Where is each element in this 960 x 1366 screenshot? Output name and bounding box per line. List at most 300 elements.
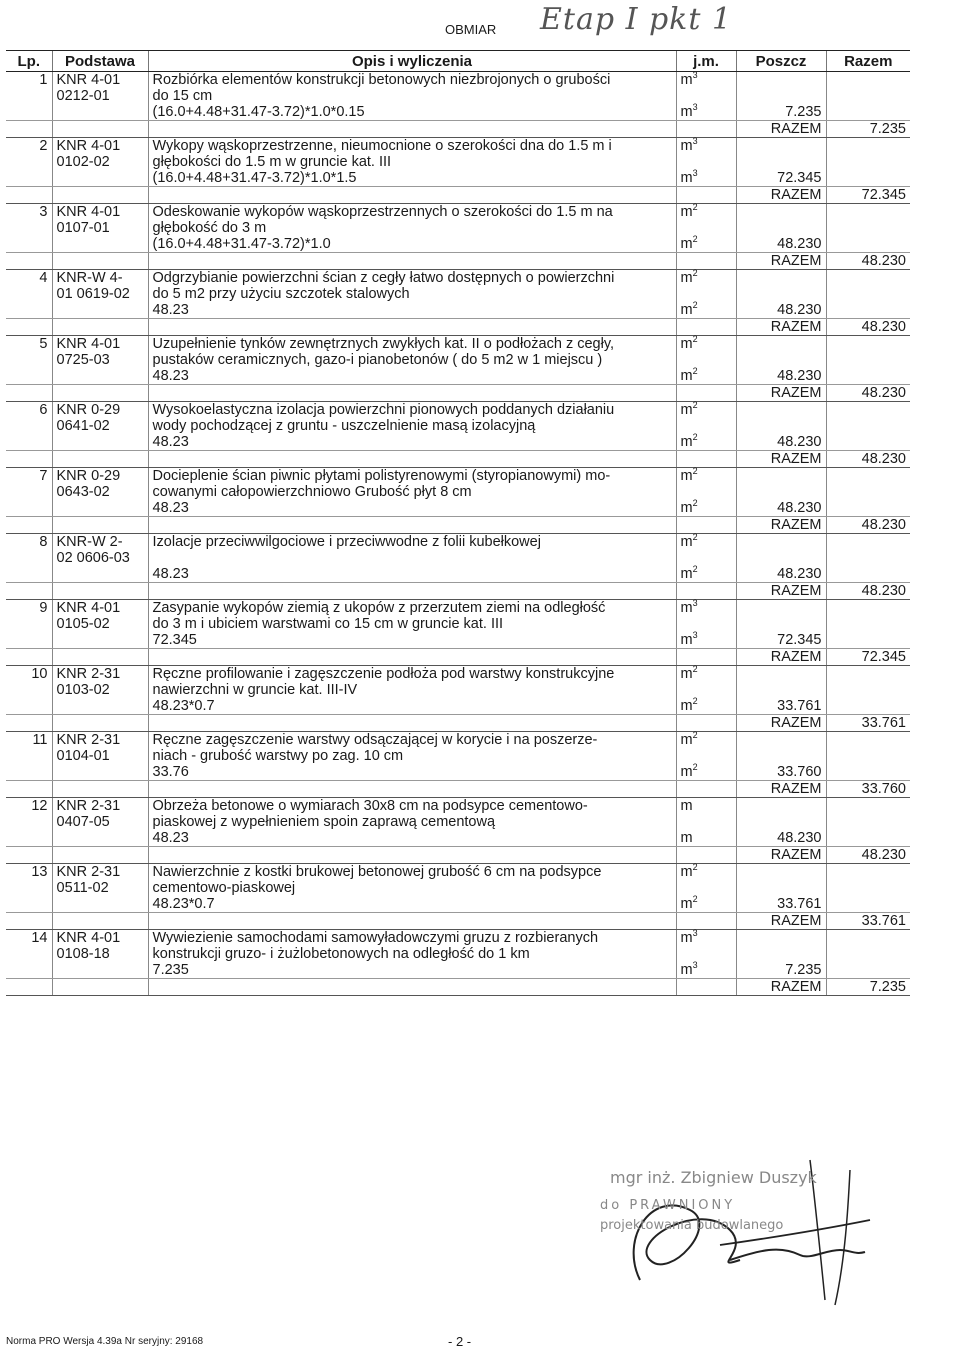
description-cell bbox=[148, 550, 676, 566]
lp-cell bbox=[6, 682, 52, 698]
lp-cell bbox=[6, 302, 52, 319]
calculation-cell: (16.0+4.48+31.47-3.72)*1.0 bbox=[148, 236, 676, 253]
unit-cell bbox=[676, 732, 736, 749]
basis-cell: KNR 4-01 bbox=[52, 204, 148, 221]
unit-exponent: 2 bbox=[692, 234, 698, 245]
description-cell: Zasypanie wykopów ziemią z ukopów z przerzutem ziemi na odległość bbox=[148, 600, 676, 617]
razem-value: 48.230 bbox=[826, 451, 910, 468]
description-cell: cowanymi całopowierzchniowo Grubość płyt 8 cm bbox=[148, 484, 676, 500]
table-row bbox=[6, 220, 910, 236]
table-row bbox=[6, 715, 910, 732]
unit-exponent: 2 bbox=[692, 268, 698, 279]
lp-cell bbox=[6, 418, 52, 434]
description-cell bbox=[148, 319, 676, 336]
basis-cell bbox=[52, 104, 148, 121]
lp-cell bbox=[6, 220, 52, 236]
poszcz-cell bbox=[736, 220, 826, 236]
unit-exponent: 2 bbox=[692, 366, 698, 377]
unit-base: m bbox=[680, 600, 693, 616]
unit-base: m bbox=[680, 666, 693, 682]
lp-cell bbox=[6, 434, 52, 451]
unit-base: m bbox=[680, 896, 693, 912]
description-cell bbox=[148, 979, 676, 996]
unit-base: m bbox=[680, 236, 693, 252]
razem-label: RAZEM bbox=[736, 319, 826, 336]
poszcz-cell bbox=[736, 402, 826, 419]
unit-cell bbox=[676, 352, 736, 368]
calculation-cell: (16.0+4.48+31.47-3.72)*1.0*0.15 bbox=[148, 104, 676, 121]
unit-cell bbox=[676, 253, 736, 270]
razem-cell bbox=[826, 962, 910, 979]
lp-cell bbox=[6, 154, 52, 170]
lp-cell: 6 bbox=[39, 402, 48, 418]
lp-cell: 9 bbox=[39, 600, 48, 616]
unit-cell bbox=[676, 319, 736, 336]
table-row bbox=[6, 798, 910, 815]
description-cell bbox=[148, 187, 676, 204]
lp-cell bbox=[6, 632, 52, 649]
description-cell: Nawierzchnie z kostki brukowej betonowej grubość 6 cm na podsypce bbox=[148, 864, 676, 881]
unit-cell bbox=[676, 847, 736, 864]
table-row bbox=[6, 550, 910, 566]
unit-cell bbox=[676, 187, 736, 204]
table-row bbox=[6, 732, 910, 749]
unit-cell bbox=[676, 385, 736, 402]
basis-cell: KNR-W 4- bbox=[52, 270, 148, 287]
table-row bbox=[6, 187, 910, 204]
table-row bbox=[6, 632, 910, 649]
calculation-cell: (16.0+4.48+31.47-3.72)*1.0*1.5 bbox=[148, 170, 676, 187]
calculation-cell: 48.23*0.7 bbox=[148, 896, 676, 913]
razem-value: 72.345 bbox=[826, 187, 910, 204]
basis-cell: 0643-02 bbox=[52, 484, 148, 500]
calculation-cell: 48.23 bbox=[148, 830, 676, 847]
calculation-cell: 48.23 bbox=[148, 500, 676, 517]
unit-base: m bbox=[680, 368, 693, 384]
lp-cell: 7 bbox=[39, 468, 48, 484]
lp-cell bbox=[6, 913, 52, 930]
poszcz-cell bbox=[736, 930, 826, 947]
razem-cell bbox=[826, 236, 910, 253]
poszcz-value: 72.345 bbox=[736, 632, 826, 649]
basis-cell bbox=[52, 979, 148, 996]
description-cell: piaskowej z wypełnieniem spoin zaprawą cementową bbox=[148, 814, 676, 830]
calculation-cell: 72.345 bbox=[148, 632, 676, 649]
razem-label: RAZEM bbox=[736, 583, 826, 600]
unit-exponent: 2 bbox=[692, 400, 698, 411]
razem-cell bbox=[826, 402, 910, 419]
description-cell bbox=[148, 517, 676, 534]
lp-cell bbox=[6, 946, 52, 962]
unit-cell bbox=[676, 930, 736, 947]
lp-cell bbox=[6, 566, 52, 583]
lp-cell bbox=[6, 368, 52, 385]
poszcz-value: 48.230 bbox=[736, 236, 826, 253]
unit-base: m bbox=[680, 764, 693, 780]
table-row bbox=[6, 286, 910, 302]
razem-cell bbox=[826, 698, 910, 715]
unit-exponent: 2 bbox=[692, 300, 698, 311]
razem-cell bbox=[826, 302, 910, 319]
unit-cell bbox=[676, 154, 736, 170]
poszcz-value: 33.761 bbox=[736, 698, 826, 715]
table-row bbox=[6, 962, 910, 979]
description-cell: wody pochodzącej z gruntu - uszczelnienie masą izolacyjną bbox=[148, 418, 676, 434]
table-row bbox=[6, 104, 910, 121]
table-row bbox=[6, 830, 910, 847]
unit-base: m bbox=[680, 434, 693, 450]
basis-cell bbox=[52, 319, 148, 336]
unit-base: m bbox=[680, 534, 693, 550]
unit-base: m bbox=[680, 864, 693, 880]
lp-cell bbox=[6, 121, 52, 138]
description-cell: Ręczne zagęszczenie warstwy odsączającej w korycie i na poszerze- bbox=[148, 732, 676, 749]
razem-cell bbox=[826, 138, 910, 155]
col-header-poszcz: Poszcz bbox=[736, 51, 826, 72]
table-row bbox=[6, 880, 910, 896]
poszcz-cell bbox=[736, 682, 826, 698]
basis-cell bbox=[52, 896, 148, 913]
lp-cell bbox=[6, 253, 52, 270]
razem-cell bbox=[826, 286, 910, 302]
poszcz-cell bbox=[736, 468, 826, 485]
razem-cell bbox=[826, 666, 910, 683]
description-cell bbox=[148, 253, 676, 270]
poszcz-cell bbox=[736, 880, 826, 896]
basis-cell bbox=[52, 913, 148, 930]
table-row bbox=[6, 583, 910, 600]
unit-base: m bbox=[680, 930, 693, 946]
lp-cell bbox=[6, 896, 52, 913]
table-row bbox=[6, 270, 910, 287]
unit-base: m bbox=[680, 830, 693, 846]
basis-cell bbox=[52, 187, 148, 204]
basis-cell: 0108-18 bbox=[52, 946, 148, 962]
calculation-cell: 48.23 bbox=[148, 302, 676, 319]
basis-cell: 0102-02 bbox=[52, 154, 148, 170]
razem-cell bbox=[826, 104, 910, 121]
basis-cell bbox=[52, 368, 148, 385]
razem-label: RAZEM bbox=[736, 979, 826, 996]
unit-base: m bbox=[680, 500, 693, 516]
razem-cell bbox=[826, 170, 910, 187]
poszcz-cell bbox=[736, 732, 826, 749]
basis-cell bbox=[52, 517, 148, 534]
description-cell: nawierzchni w gruncie kat. III-IV bbox=[148, 682, 676, 698]
table-row bbox=[6, 368, 910, 385]
basis-cell: KNR 4-01 bbox=[52, 72, 148, 89]
stamp-line-3: projektowania budowlanego bbox=[600, 1218, 784, 1233]
unit-cell bbox=[676, 583, 736, 600]
lp-cell: 12 bbox=[31, 798, 48, 814]
razem-cell bbox=[826, 814, 910, 830]
razem-cell bbox=[826, 204, 910, 221]
razem-label: RAZEM bbox=[736, 517, 826, 534]
basis-cell bbox=[52, 649, 148, 666]
lp-cell bbox=[6, 517, 52, 534]
razem-cell bbox=[826, 336, 910, 353]
table-row bbox=[6, 236, 910, 253]
unit-cell bbox=[676, 764, 736, 781]
poszcz-cell bbox=[736, 204, 826, 221]
unit-cell bbox=[676, 566, 736, 583]
razem-cell bbox=[826, 270, 910, 287]
poszcz-cell bbox=[736, 814, 826, 830]
lp-cell bbox=[6, 236, 52, 253]
lp-cell: 4 bbox=[39, 270, 48, 286]
basis-cell: 0212-01 bbox=[52, 88, 148, 104]
description-cell: Wysokoelastyczna izolacja powierzchni pionowych poddanych działaniu bbox=[148, 402, 676, 419]
table-row bbox=[6, 204, 910, 221]
basis-cell bbox=[52, 451, 148, 468]
unit-cell bbox=[676, 138, 736, 155]
unit-exponent: 2 bbox=[692, 432, 698, 443]
lp-cell bbox=[6, 500, 52, 517]
lp-cell bbox=[6, 451, 52, 468]
unit-cell bbox=[676, 451, 736, 468]
basis-cell: KNR 4-01 bbox=[52, 600, 148, 617]
poszcz-cell bbox=[736, 534, 826, 551]
table-row bbox=[6, 764, 910, 781]
unit-exponent: 3 bbox=[692, 70, 698, 81]
razem-label: RAZEM bbox=[736, 649, 826, 666]
basis-cell bbox=[52, 781, 148, 798]
poszcz-cell bbox=[736, 286, 826, 302]
razem-value: 48.230 bbox=[826, 253, 910, 270]
razem-label: RAZEM bbox=[736, 715, 826, 732]
table-row bbox=[6, 500, 910, 517]
razem-value: 7.235 bbox=[826, 121, 910, 138]
description-cell bbox=[148, 913, 676, 930]
unit-base: m bbox=[680, 632, 693, 648]
unit-cell bbox=[676, 434, 736, 451]
poszcz-cell bbox=[736, 864, 826, 881]
poszcz-cell bbox=[736, 616, 826, 632]
description-cell: Wywiezienie samochodami samowyładowczymi gruzu z rozbieranych bbox=[148, 930, 676, 947]
unit-cell bbox=[676, 336, 736, 353]
razem-cell bbox=[826, 484, 910, 500]
table-row bbox=[6, 468, 910, 485]
lp-cell bbox=[6, 385, 52, 402]
razem-cell bbox=[826, 896, 910, 913]
calculation-cell: 48.23*0.7 bbox=[148, 698, 676, 715]
basis-cell: 0107-01 bbox=[52, 220, 148, 236]
razem-value: 48.230 bbox=[826, 583, 910, 600]
unit-base: m bbox=[680, 204, 693, 220]
table-row bbox=[6, 566, 910, 583]
lp-cell bbox=[6, 616, 52, 632]
poszcz-cell bbox=[736, 336, 826, 353]
basis-cell: 0725-03 bbox=[52, 352, 148, 368]
unit-cell bbox=[676, 830, 736, 847]
poszcz-value: 33.761 bbox=[736, 896, 826, 913]
unit-exponent: 3 bbox=[692, 136, 698, 147]
unit-exponent: 2 bbox=[692, 664, 698, 675]
razem-label: RAZEM bbox=[736, 253, 826, 270]
basis-cell: KNR 4-01 bbox=[52, 138, 148, 155]
basis-cell bbox=[52, 583, 148, 600]
lp-cell bbox=[6, 104, 52, 121]
basis-cell bbox=[52, 236, 148, 253]
description-cell: Wykopy wąskoprzestrzenne, nieumocnione o szerokości dna do 1.5 m i bbox=[148, 138, 676, 155]
lp-cell: 14 bbox=[31, 930, 48, 946]
table-row bbox=[6, 682, 910, 698]
razem-cell bbox=[826, 732, 910, 749]
unit-cell bbox=[676, 880, 736, 896]
unit-cell bbox=[676, 236, 736, 253]
description-cell: Izolacje przeciwwilgociowe i przeciwwodne z folii kubełkowej bbox=[148, 534, 676, 551]
razem-cell bbox=[826, 748, 910, 764]
unit-base: m bbox=[680, 698, 693, 714]
handwritten-stage-note: Etap I pkt 1 bbox=[540, 2, 733, 37]
poszcz-cell bbox=[736, 550, 826, 566]
unit-base: m bbox=[680, 732, 693, 748]
poszcz-value: 48.230 bbox=[736, 830, 826, 847]
calculation-cell: 33.76 bbox=[148, 764, 676, 781]
poszcz-value: 48.230 bbox=[736, 500, 826, 517]
description-cell: Rozbiórka elementów konstrukcji betonowych niezbrojonych o grubości bbox=[148, 72, 676, 89]
razem-cell bbox=[826, 550, 910, 566]
basis-cell bbox=[52, 715, 148, 732]
description-cell: do 5 m2 przy użyciu szczotek stalowych bbox=[148, 286, 676, 302]
poszcz-cell bbox=[736, 138, 826, 155]
unit-cell bbox=[676, 484, 736, 500]
basis-cell bbox=[52, 253, 148, 270]
unit-cell bbox=[676, 962, 736, 979]
lp-cell bbox=[6, 847, 52, 864]
razem-label: RAZEM bbox=[736, 913, 826, 930]
unit-cell bbox=[676, 468, 736, 485]
description-cell: głębokości do 1.5 m w gruncie kat. III bbox=[148, 154, 676, 170]
description-cell bbox=[148, 121, 676, 138]
unit-cell bbox=[676, 368, 736, 385]
basis-cell bbox=[52, 830, 148, 847]
basis-cell: KNR 2-31 bbox=[52, 864, 148, 881]
unit-base: m bbox=[680, 170, 693, 186]
razem-label: RAZEM bbox=[736, 451, 826, 468]
lp-cell bbox=[6, 550, 52, 566]
razem-cell bbox=[826, 368, 910, 385]
basis-cell: 0104-01 bbox=[52, 748, 148, 764]
basis-cell: 01 0619-02 bbox=[52, 286, 148, 302]
razem-value: 48.230 bbox=[826, 847, 910, 864]
description-cell: cementowo-piaskowej bbox=[148, 880, 676, 896]
col-header-podstawa: Podstawa bbox=[52, 51, 148, 72]
razem-label: RAZEM bbox=[736, 847, 826, 864]
basis-cell: 0407-05 bbox=[52, 814, 148, 830]
unit-cell bbox=[676, 270, 736, 287]
basis-cell bbox=[52, 121, 148, 138]
software-footer: Norma PRO Wersja 4.39a Nr seryjny: 29168 bbox=[6, 1336, 204, 1347]
table-row bbox=[6, 319, 910, 336]
razem-value: 7.235 bbox=[826, 979, 910, 996]
unit-exponent: 3 bbox=[692, 630, 698, 641]
unit-base: m bbox=[680, 798, 693, 814]
description-cell bbox=[148, 847, 676, 864]
poszcz-value: 72.345 bbox=[736, 170, 826, 187]
razem-cell bbox=[826, 930, 910, 947]
col-header-jm: j.m. bbox=[676, 51, 736, 72]
table-row bbox=[6, 534, 910, 551]
poszcz-cell bbox=[736, 600, 826, 617]
poszcz-value: 7.235 bbox=[736, 104, 826, 121]
basis-cell: KNR 2-31 bbox=[52, 798, 148, 815]
lp-cell: 2 bbox=[39, 138, 48, 154]
unit-base: m bbox=[680, 402, 693, 418]
unit-cell bbox=[676, 715, 736, 732]
poszcz-cell bbox=[736, 72, 826, 89]
lp-cell: 1 bbox=[39, 72, 48, 88]
description-cell: pustaków ceramicznych, gazo-i pianobetonów ( do 5 m2 w 1 miejscu ) bbox=[148, 352, 676, 368]
description-cell bbox=[148, 451, 676, 468]
razem-cell bbox=[826, 434, 910, 451]
razem-cell bbox=[826, 764, 910, 781]
lp-cell bbox=[6, 880, 52, 896]
basis-cell bbox=[52, 962, 148, 979]
lp-cell bbox=[6, 781, 52, 798]
basis-cell bbox=[52, 632, 148, 649]
table-row bbox=[6, 896, 910, 913]
unit-base: m bbox=[680, 104, 693, 120]
stamp-name: mgr inż. Zbigniew Duszyk bbox=[610, 1168, 817, 1187]
unit-cell bbox=[676, 600, 736, 617]
unit-cell bbox=[676, 72, 736, 89]
basis-cell: KNR-W 2- bbox=[52, 534, 148, 551]
unit-exponent: 2 bbox=[692, 564, 698, 575]
unit-base: m bbox=[680, 72, 693, 88]
razem-cell bbox=[826, 566, 910, 583]
basis-cell: 0511-02 bbox=[52, 880, 148, 896]
basis-cell: 02 0606-03 bbox=[52, 550, 148, 566]
lp-cell: 5 bbox=[39, 336, 48, 352]
basis-cell bbox=[52, 170, 148, 187]
calculation-cell: 48.23 bbox=[148, 368, 676, 385]
unit-cell bbox=[676, 798, 736, 815]
basis-cell: 0105-02 bbox=[52, 616, 148, 632]
description-cell bbox=[148, 781, 676, 798]
poszcz-value: 48.230 bbox=[736, 302, 826, 319]
razem-cell bbox=[826, 418, 910, 434]
poszcz-cell bbox=[736, 418, 826, 434]
table-row bbox=[6, 121, 910, 138]
col-header-razem: Razem bbox=[826, 51, 910, 72]
lp-cell bbox=[6, 764, 52, 781]
poszcz-value: 7.235 bbox=[736, 962, 826, 979]
basis-cell: KNR 2-31 bbox=[52, 732, 148, 749]
lp-cell bbox=[6, 170, 52, 187]
unit-base: m bbox=[680, 270, 693, 286]
lp-cell bbox=[6, 88, 52, 104]
razem-cell bbox=[826, 798, 910, 815]
lp-cell bbox=[6, 814, 52, 830]
basis-cell: KNR 2-31 bbox=[52, 666, 148, 683]
poszcz-value: 48.230 bbox=[736, 434, 826, 451]
table-row bbox=[6, 302, 910, 319]
razem-cell bbox=[826, 880, 910, 896]
unit-cell bbox=[676, 913, 736, 930]
table-row bbox=[6, 864, 910, 881]
razem-label: RAZEM bbox=[736, 187, 826, 204]
table-row bbox=[6, 698, 910, 715]
unit-cell bbox=[676, 302, 736, 319]
unit-exponent: 2 bbox=[692, 466, 698, 477]
unit-exponent: 3 bbox=[692, 102, 698, 113]
lp-cell: 11 bbox=[32, 732, 48, 748]
unit-base: m bbox=[680, 302, 693, 318]
razem-cell bbox=[826, 682, 910, 698]
basis-cell: 0641-02 bbox=[52, 418, 148, 434]
unit-cell bbox=[676, 104, 736, 121]
